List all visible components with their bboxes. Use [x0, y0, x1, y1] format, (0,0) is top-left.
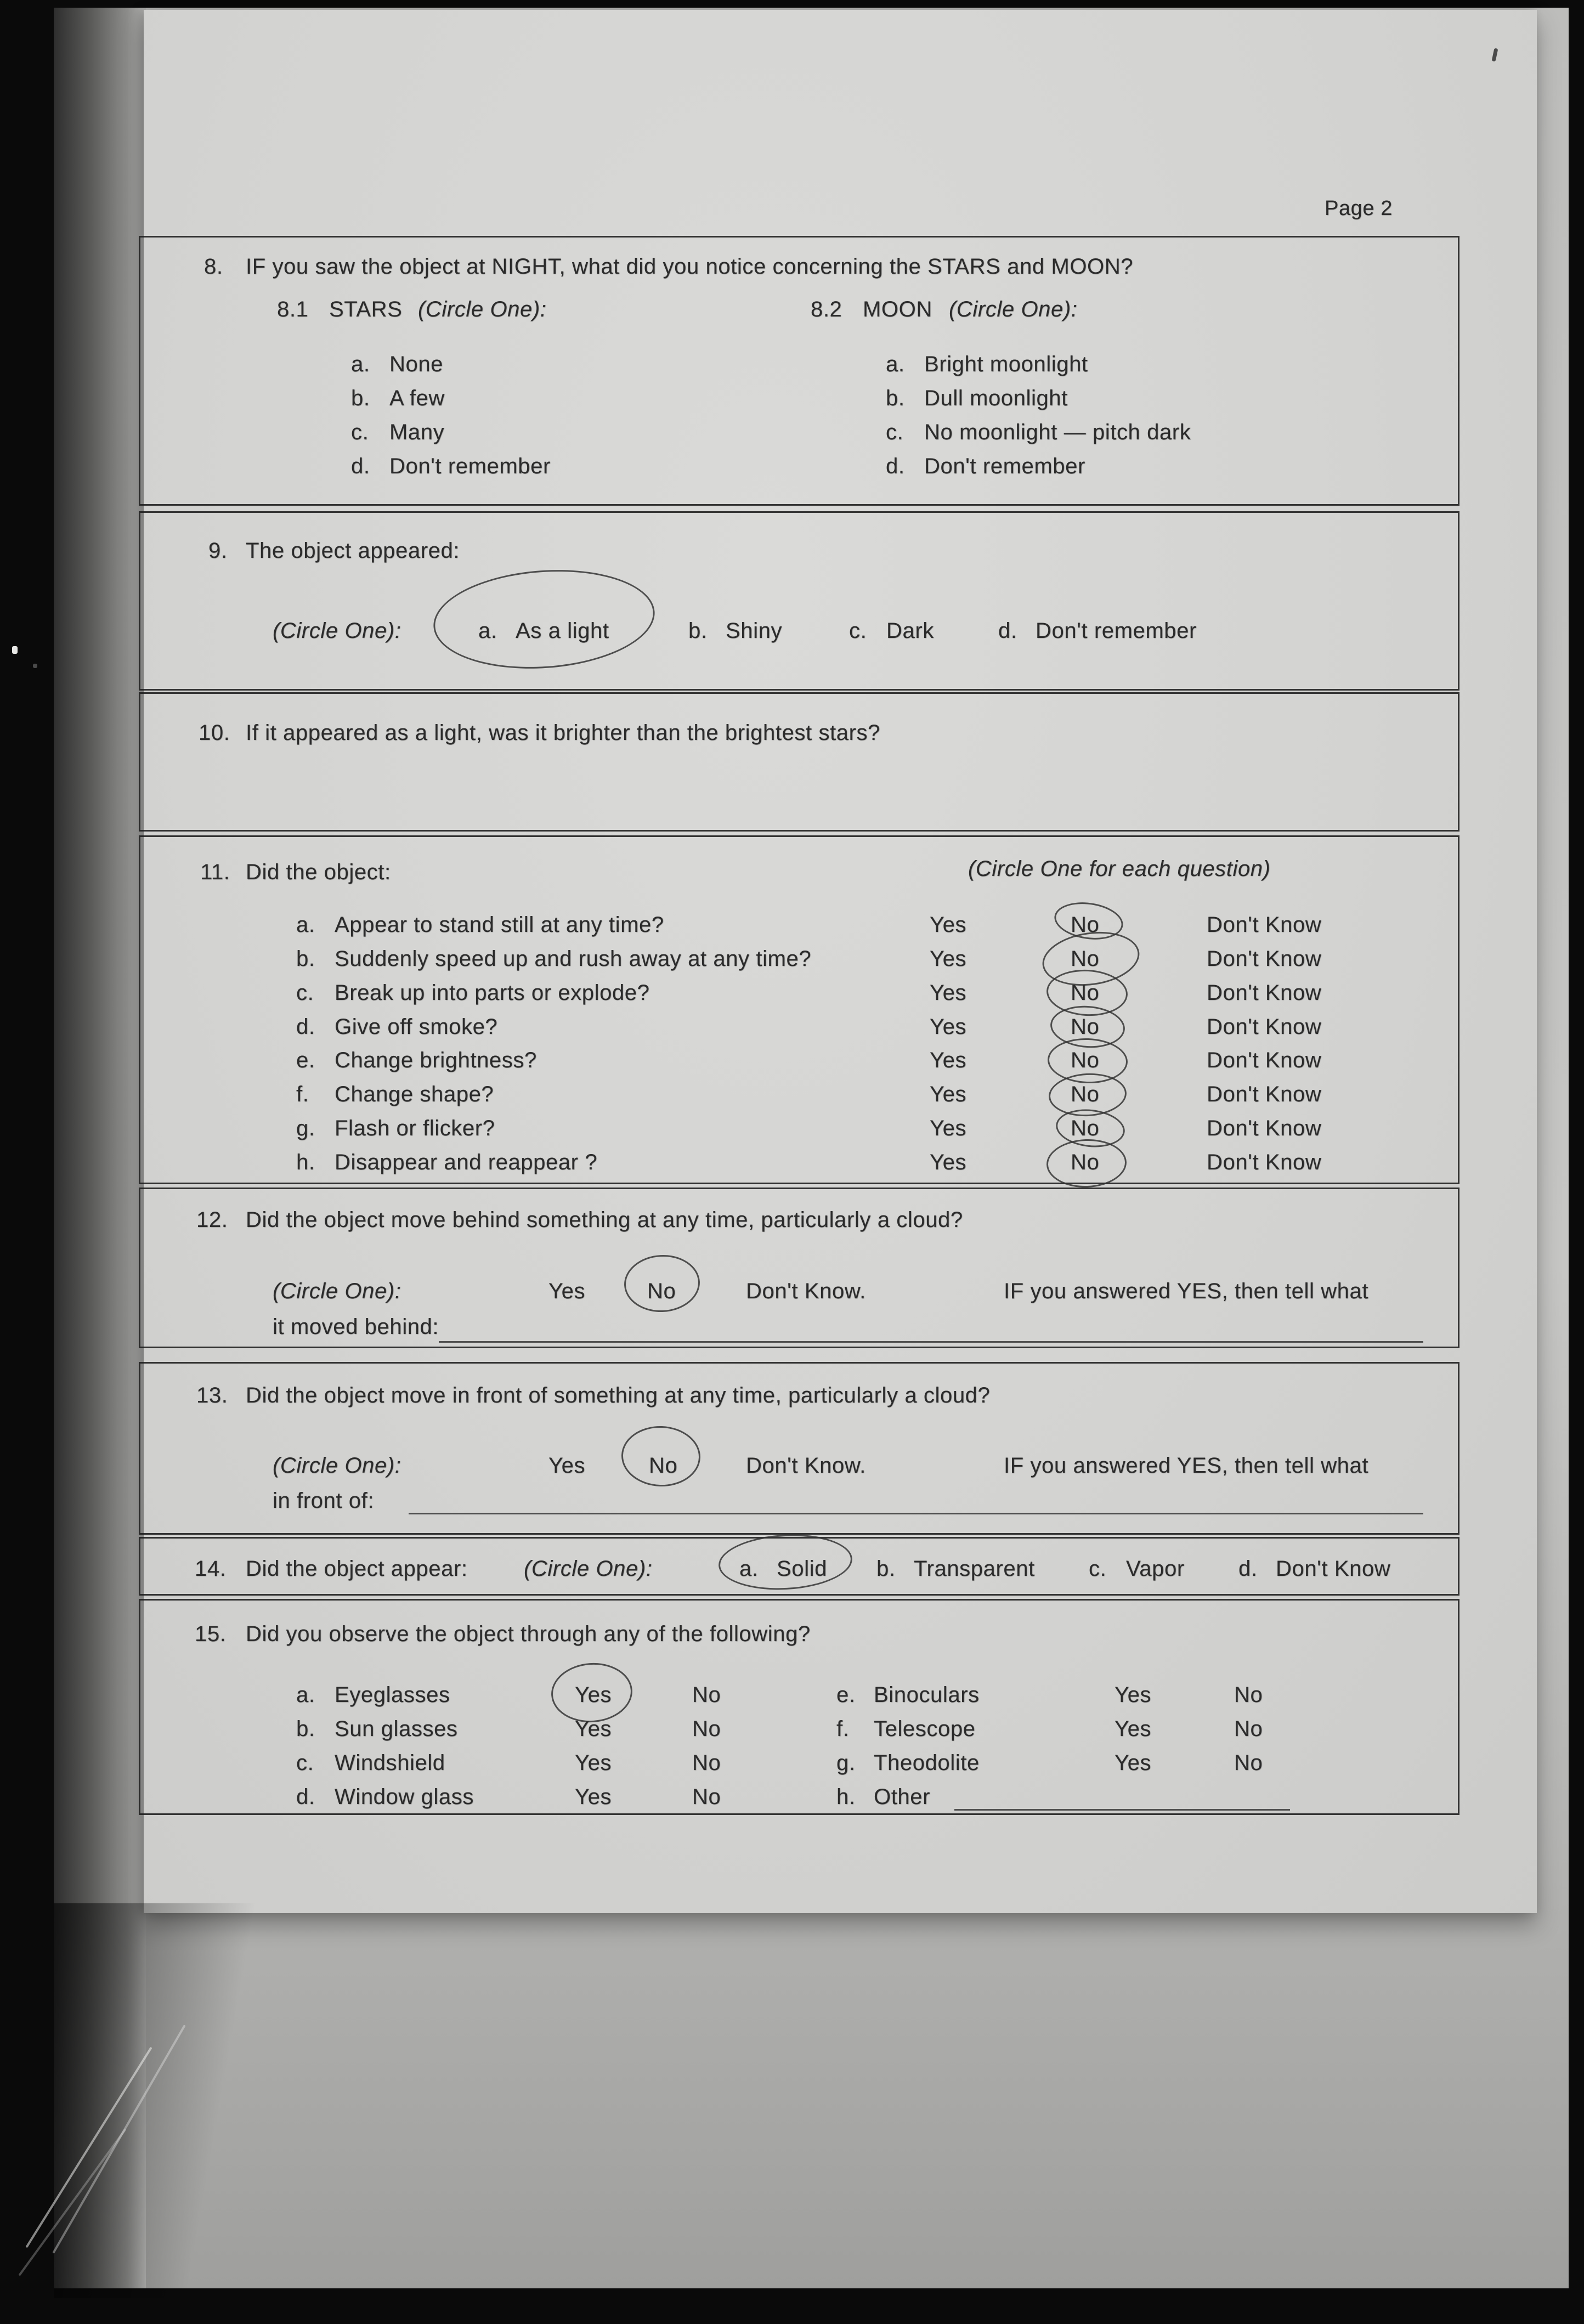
q11-a-dont-know[interactable]: Don't Know: [1207, 913, 1322, 937]
scan-speck: [12, 646, 18, 654]
q14-option-solid[interactable]: Solid: [777, 1557, 827, 1581]
q12-followup-label: it moved behind:: [273, 1315, 439, 1339]
q10-question-text: If it appeared as a light, was it brighter than the brightest stars?: [246, 721, 880, 745]
paper-crease-area: [54, 1903, 295, 2298]
q14-option-letter: a.: [739, 1557, 759, 1581]
q11-g-dont-know[interactable]: Don't Know: [1207, 1116, 1322, 1140]
q14-option-letter: d.: [1238, 1557, 1258, 1581]
q9-option-as-a-light[interactable]: As a light: [516, 619, 609, 643]
q11-f-dont-know[interactable]: Don't Know: [1207, 1082, 1322, 1106]
q8-moon-option[interactable]: No moonlight — pitch dark: [924, 420, 1191, 444]
q15-item-telescope: Telescope: [874, 1717, 976, 1741]
q15-question-text: Did you observe the object through any of the following?: [246, 1622, 811, 1646]
q14-option-dont-know[interactable]: Don't Know: [1276, 1557, 1391, 1581]
q11-f-yes[interactable]: Yes: [930, 1082, 967, 1106]
q11-g-yes[interactable]: Yes: [930, 1116, 967, 1140]
q8-stars-option-letter: b.: [351, 386, 370, 410]
q15-item-letter: c.: [296, 1751, 314, 1775]
q11-number: 11.: [200, 860, 230, 884]
q15-item-binoculars: Binoculars: [874, 1683, 980, 1707]
q11-item-letter: c.: [296, 981, 314, 1005]
q8-stars-option-letter: c.: [351, 420, 369, 444]
q10-number: 10.: [199, 721, 230, 745]
q11-item-letter: f.: [296, 1082, 309, 1106]
q9-number: 9.: [208, 539, 228, 563]
q12-fill-line[interactable]: [439, 1341, 1423, 1343]
q11-item-label: Change shape?: [335, 1082, 494, 1106]
q15-f-no[interactable]: No: [1234, 1717, 1263, 1741]
q15-c-no[interactable]: No: [692, 1751, 721, 1775]
q14-option-vapor[interactable]: Vapor: [1126, 1557, 1185, 1581]
q8-stars-option[interactable]: Many: [389, 420, 445, 444]
q8-stars-option-letter: a.: [351, 352, 370, 376]
q11-item-label: Break up into parts or explode?: [335, 981, 650, 1005]
q11-item-label: Change brightness?: [335, 1048, 537, 1072]
q15-item-letter: g.: [836, 1751, 856, 1775]
q15-e-no[interactable]: No: [1234, 1683, 1263, 1707]
q8-1-number: 8.1: [277, 297, 309, 321]
q8-moon-option[interactable]: Bright moonlight: [924, 352, 1088, 376]
q11-item-letter: h.: [296, 1150, 315, 1174]
q8-question-text: IF you saw the object at NIGHT, what did you notice concerning the STARS and MOON?: [246, 255, 1134, 279]
q11-question-text: Did the object:: [246, 860, 391, 884]
q9-option-letter: c.: [849, 619, 867, 643]
q11-instruction: (Circle One for each question): [968, 857, 1271, 881]
q12-note: IF you answered YES, then tell what: [1004, 1279, 1369, 1303]
q9-option-letter: a.: [478, 619, 497, 643]
q9-option-dont-remember[interactable]: Don't remember: [1036, 619, 1197, 643]
q15-a-no[interactable]: No: [692, 1683, 721, 1707]
q11-b-dont-know[interactable]: Don't Know: [1207, 947, 1322, 971]
q11-e-no[interactable]: No: [1071, 1048, 1100, 1072]
q15-e-yes[interactable]: Yes: [1115, 1683, 1152, 1707]
q11-e-dont-know[interactable]: Don't Know: [1207, 1048, 1322, 1072]
q8-moon-option-letter: c.: [886, 420, 904, 444]
q14-option-letter: b.: [876, 1557, 896, 1581]
q11-item-letter: b.: [296, 947, 315, 971]
q8-moon-option[interactable]: Don't remember: [924, 454, 1085, 478]
q13-number: 13.: [196, 1383, 228, 1407]
q11-d-dont-know[interactable]: Don't Know: [1207, 1015, 1322, 1039]
q15-item-letter: f.: [836, 1717, 850, 1741]
q8-1-instruction: (Circle One):: [418, 297, 547, 321]
q11-item-label: Give off smoke?: [335, 1015, 498, 1039]
q11-c-dont-know[interactable]: Don't Know: [1207, 981, 1322, 1005]
q11-item-letter: d.: [296, 1015, 315, 1039]
q13-no[interactable]: No: [649, 1454, 678, 1478]
q15-item-letter: e.: [836, 1683, 856, 1707]
q15-item-eyeglasses: Eyeglasses: [335, 1683, 450, 1707]
q11-g-no[interactable]: No: [1071, 1116, 1100, 1140]
q9-instruction: (Circle One):: [273, 619, 401, 643]
q8-stars-option[interactable]: A few: [389, 386, 445, 410]
q11-item-letter: a.: [296, 913, 315, 937]
q15-d-no[interactable]: No: [692, 1785, 721, 1809]
q11-c-no[interactable]: No: [1071, 981, 1100, 1005]
q13-followup-label: in front of:: [273, 1489, 375, 1513]
q8-moon-option-letter: d.: [886, 454, 905, 478]
q15-g-no[interactable]: No: [1234, 1751, 1263, 1775]
q15-g-yes[interactable]: Yes: [1115, 1751, 1152, 1775]
q14-number: 14.: [195, 1557, 227, 1581]
q11-d-yes[interactable]: Yes: [930, 1015, 967, 1039]
q11-h-no[interactable]: No: [1071, 1150, 1100, 1174]
q15-d-yes[interactable]: Yes: [575, 1785, 612, 1809]
q9-option-dark[interactable]: Dark: [886, 619, 934, 643]
q15-c-yes[interactable]: Yes: [575, 1751, 612, 1775]
q15-item-letter: b.: [296, 1717, 315, 1741]
q8-stars-option-letter: d.: [351, 454, 370, 478]
q11-d-no[interactable]: No: [1071, 1015, 1100, 1039]
q8-moon-option-letter: a.: [886, 352, 905, 376]
q11-item-label: Suddenly speed up and rush away at any time?: [335, 947, 812, 971]
q9-option-letter: b.: [688, 619, 708, 643]
q15-b-no[interactable]: No: [692, 1717, 721, 1741]
q12-dont-know[interactable]: Don't Know.: [746, 1279, 866, 1303]
q11-item-letter: e.: [296, 1048, 315, 1072]
q11-e-yes[interactable]: Yes: [930, 1048, 967, 1072]
q14-option-letter: c.: [1089, 1557, 1107, 1581]
q8-2-number: 8.2: [811, 297, 842, 321]
q9-question-text: The object appeared:: [246, 539, 460, 563]
q11-b-no[interactable]: No: [1071, 947, 1100, 971]
q15-other-fill-line[interactable]: [954, 1809, 1290, 1811]
q14-instruction: (Circle One):: [524, 1557, 653, 1581]
q11-h-dont-know[interactable]: Don't Know: [1207, 1150, 1322, 1174]
q12-instruction: (Circle One):: [273, 1279, 401, 1303]
q15-number: 15.: [195, 1622, 227, 1646]
q14-option-transparent[interactable]: Transparent: [914, 1557, 1035, 1581]
q15-a-yes[interactable]: Yes: [575, 1683, 612, 1707]
q12-no[interactable]: No: [647, 1279, 676, 1303]
q11-f-no[interactable]: No: [1071, 1082, 1100, 1106]
q15-item-window-glass: Window glass: [335, 1785, 474, 1809]
q13-yes[interactable]: Yes: [548, 1454, 586, 1478]
page-number-label: Page 2: [1325, 197, 1393, 220]
q12-number: 12.: [196, 1208, 228, 1232]
q9-option-shiny[interactable]: Shiny: [726, 619, 783, 643]
q11-h-yes[interactable]: Yes: [930, 1150, 967, 1174]
q11-item-letter: g.: [296, 1116, 315, 1140]
q15-item-theodolite: Theodolite: [874, 1751, 980, 1775]
q9-option-letter: d.: [998, 619, 1017, 643]
q11-a-no[interactable]: No: [1071, 913, 1100, 937]
q12-yes[interactable]: Yes: [548, 1279, 586, 1303]
q11-b-yes[interactable]: Yes: [930, 947, 967, 971]
q15-b-yes[interactable]: Yes: [575, 1717, 612, 1741]
scan-speck: [33, 664, 37, 668]
q8-number: 8.: [204, 255, 223, 279]
q15-item-letter: h.: [836, 1785, 856, 1809]
q13-question-text: Did the object move in front of something at any time, particularly a cloud?: [246, 1383, 991, 1407]
q15-item-letter: d.: [296, 1785, 315, 1809]
q8-moon-option-letter: b.: [886, 386, 905, 410]
q8-stars-option[interactable]: Don't remember: [389, 454, 551, 478]
q11-item-label: Appear to stand still at any time?: [335, 913, 664, 937]
question-10-box: [139, 692, 1459, 832]
q8-2-instruction: (Circle One):: [949, 297, 1078, 321]
q11-item-label: Flash or flicker?: [335, 1116, 495, 1140]
q12-question-text: Did the object move behind something at any time, particularly a cloud?: [246, 1208, 963, 1232]
q8-moon-option[interactable]: Dull moonlight: [924, 386, 1068, 410]
q15-item-letter: a.: [296, 1683, 315, 1707]
q8-2-label: MOON: [863, 297, 932, 321]
q13-instruction: (Circle One):: [273, 1454, 401, 1478]
q8-1-label: STARS: [329, 297, 403, 321]
q14-question-text: Did the object appear:: [246, 1557, 468, 1581]
q13-note: IF you answered YES, then tell what: [1004, 1454, 1369, 1478]
q11-a-yes[interactable]: Yes: [930, 913, 967, 937]
q8-stars-option[interactable]: None: [389, 352, 444, 376]
q15-item-other: Other: [874, 1785, 931, 1809]
q15-item-sun-glasses: Sun glasses: [335, 1717, 458, 1741]
q13-dont-know[interactable]: Don't Know.: [746, 1454, 866, 1478]
q15-item-windshield: Windshield: [335, 1751, 445, 1775]
q11-c-yes[interactable]: Yes: [930, 981, 967, 1005]
q15-f-yes[interactable]: Yes: [1115, 1717, 1152, 1741]
q11-item-label: Disappear and reappear ?: [335, 1150, 598, 1174]
q13-fill-line[interactable]: [409, 1513, 1423, 1514]
